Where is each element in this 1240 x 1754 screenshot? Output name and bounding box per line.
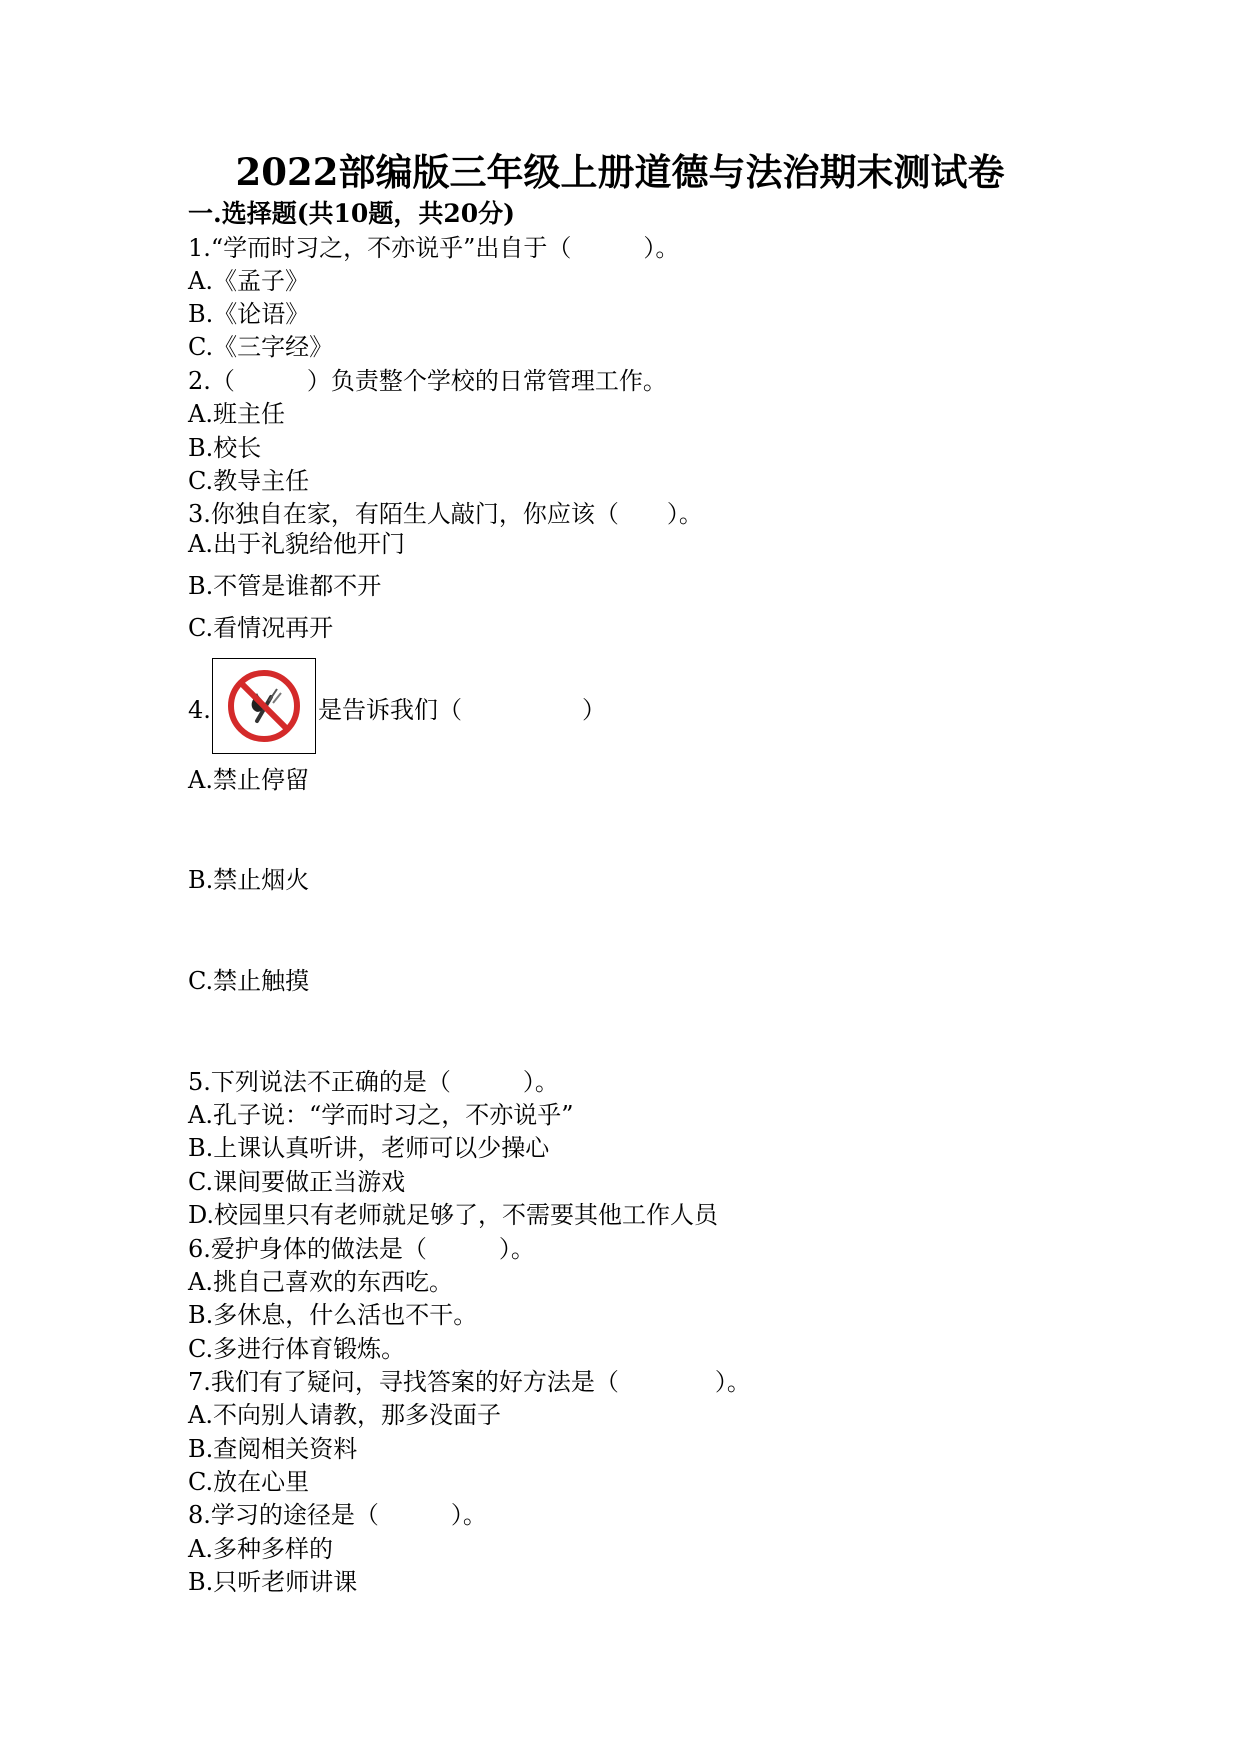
section-heading: 一.选择题(共10题，共20分) <box>188 199 515 228</box>
question-2-stem: 2.（ ）负责整个学校的日常管理工作。 <box>188 367 667 395</box>
question-3-option-a: A.出于礼貌给他开门 <box>188 530 405 558</box>
question-5-option-c: C.课间要做正当游戏 <box>188 1168 406 1196</box>
question-8-option-b: B.只听老师讲课 <box>188 1568 358 1596</box>
question-3-option-b: B.不管是谁都不开 <box>188 572 382 600</box>
question-5-option-a: A.孔子说：“学而时习之，不亦说乎” <box>188 1101 574 1129</box>
no-fire-sign-icon <box>213 659 315 753</box>
question-6-stem: 6.爱护身体的做法是（ ）。 <box>188 1235 535 1263</box>
question-2-option-b: B.校长 <box>188 434 262 462</box>
question-4-option-c: C.禁止触摸 <box>188 967 310 995</box>
question-2-option-a: A.班主任 <box>188 400 285 428</box>
question-6-option-c: C.多进行体育锻炼。 <box>188 1335 406 1363</box>
question-3-option-c: C.看情况再开 <box>188 614 334 642</box>
page-title: 2022部编版三年级上册道德与法治期末测试卷 <box>235 150 1005 194</box>
question-7-option-b: B.查阅相关资料 <box>188 1435 358 1463</box>
question-8-stem: 8.学习的途径是（ ）。 <box>188 1501 487 1529</box>
question-4-stem: 是告诉我们（ ） <box>318 696 606 724</box>
no-fire-sign-image <box>212 658 316 754</box>
question-1-option-a: A.《孟子》 <box>188 267 309 295</box>
question-5-option-d: D.校园里只有老师就足够了，不需要其他工作人员 <box>188 1201 719 1229</box>
question-1-stem: 1.“学而时习之，不亦说乎”出自于（ ）。 <box>188 234 680 262</box>
question-7-stem: 7.我们有了疑问，寻找答案的好方法是（ ）。 <box>188 1368 751 1396</box>
question-3-stem: 3.你独自在家，有陌生人敲门，你应该（ ）。 <box>188 500 703 528</box>
question-6-option-b: B.多休息，什么活也不干。 <box>188 1301 478 1329</box>
question-4-option-a: A.禁止停留 <box>188 766 309 794</box>
question-8-option-a: A.多种多样的 <box>188 1535 333 1563</box>
question-7-option-a: A.不向别人请教，那多没面子 <box>188 1401 501 1429</box>
question-4-number: 4. <box>188 696 211 724</box>
question-5-stem: 5.下列说法不正确的是（ ）。 <box>188 1068 559 1096</box>
question-2-option-c: C.教导主任 <box>188 467 310 495</box>
question-6-option-a: A.挑自己喜欢的东西吃。 <box>188 1268 453 1296</box>
question-4-option-b: B.禁止烟火 <box>188 866 310 894</box>
question-1-option-c: C.《三字经》 <box>188 333 334 361</box>
question-1-option-b: B.《论语》 <box>188 300 310 328</box>
question-5-option-b: B.上课认真听讲，老师可以少操心 <box>188 1134 550 1162</box>
question-7-option-c: C.放在心里 <box>188 1468 310 1496</box>
